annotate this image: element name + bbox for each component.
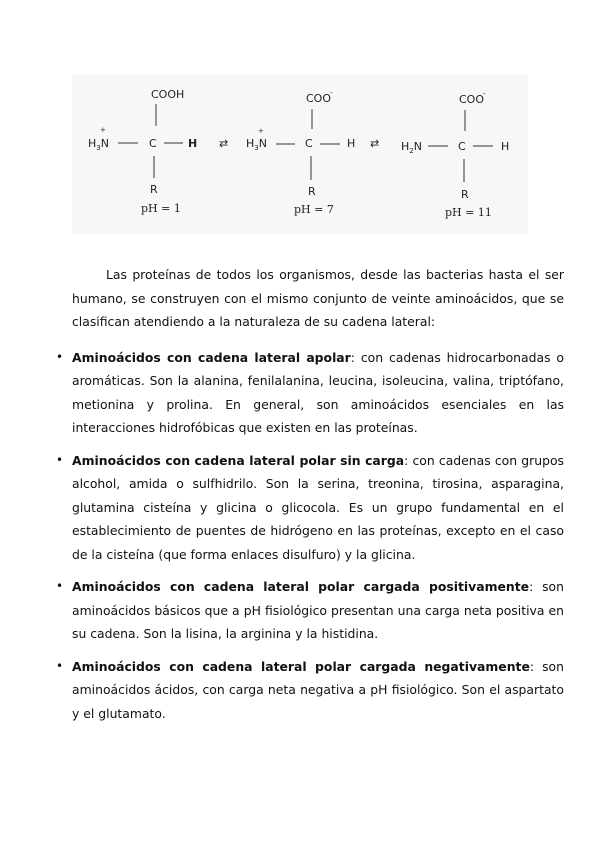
list-item-text: : son aminoácidos ácidos, con carga neta negativa a pH fisiológico. Son el aspartato y el glutamato. [72, 658, 564, 721]
bullet-icon: • [56, 579, 64, 593]
form-ph7 [246, 89, 355, 216]
list-item-text: : son aminoácidos básicos que a pH fisiológico presentan una carga neta positiva en su cadena. Son la lisina, la arginina y la histidina. [72, 579, 564, 641]
form1-central-atom: C [149, 137, 157, 150]
form2-amine-charge: + [258, 127, 264, 135]
list-item-title: Aminoácidos con cadena lateral polar sin carga [72, 452, 405, 468]
form3-amine: $H_2N$ [401, 140, 422, 155]
list-item-polar-positive [56, 575, 564, 646]
form3-top-group: COO [459, 93, 484, 106]
form3-side-chain: R [461, 188, 469, 201]
equilibrium-arrow-2: ⇄ [370, 137, 380, 150]
list-item-text: : con cadenas con grupos alcohol, amida o sulfhidrilo. Son la serina, treonina, tirosina, asparagina, glutamina cisteína y glicina o glicocola. Es un grupo fundamental en el establecimiento de puentes de hidrógeno en las proteínas, excepto en el caso de la cisteína (que forma enlaces disulfuro) y la glicina. [72, 452, 564, 562]
bullet-icon: • [56, 452, 64, 467]
list-item-title: Aminoácidos con cadena lateral apolar [72, 349, 351, 365]
form2-side-chain: R [308, 185, 316, 198]
form1-side-chain: R [150, 183, 158, 196]
form2-amine: $H_3N$ [246, 137, 267, 152]
form2-ph-label: pH = 7 [294, 203, 334, 216]
form2-top-group: COO [306, 92, 331, 105]
intro-paragraph [72, 263, 564, 334]
amino-acid-ionization-diagram [72, 74, 528, 234]
list-item-polar-uncharged [56, 449, 564, 567]
form-ph11 [401, 90, 509, 219]
amino-acid-class-list [56, 346, 564, 726]
list-item-apolar [56, 346, 564, 440]
form2-central-atom: C [305, 137, 313, 150]
equilibrium-arrow-1: ⇄ [219, 137, 229, 150]
ionization-svg [72, 74, 528, 234]
form1-amine: $H_3N$ [88, 137, 109, 152]
form2-top-charge: - [330, 89, 333, 97]
form1-ph-label: pH = 1 [141, 202, 181, 215]
form3-top-charge: - [483, 90, 486, 98]
form-ph1 [88, 88, 197, 215]
intro-text: Las proteínas de todos los organismos, desde las bacterias hasta el ser humano, se construyen con el mismo conjunto de veinte aminoácidos, que se clasifican atendiendo a la naturaleza de su cadena lateral: [72, 267, 564, 329]
bullet-icon: • [56, 349, 64, 364]
form1-hydrogen: H [188, 137, 198, 150]
list-item-text: : con cadenas hidrocarbonadas o aromáticas. Son la alanina, fenilalanina, leucina, isoleucina, valina, triptófano, metionina y prolina. En general, son aminoácidos esenciales en las interacciones hidrofóbicas que existen en las proteínas. [72, 349, 564, 435]
list-item-title: Aminoácidos con cadena lateral polar cargada negativamente [72, 658, 530, 674]
form1-top-group: COOH [151, 88, 185, 101]
form3-hydrogen: H [501, 140, 510, 153]
list-item-title: Aminoácidos con cadena lateral polar cargada positivamente [72, 579, 530, 594]
form3-central-atom: C [458, 140, 466, 153]
list-item-polar-negative [56, 655, 564, 726]
form1-amine-charge: + [100, 126, 106, 134]
form2-hydrogen: H [347, 137, 356, 150]
form3-ph-label: pH = 11 [445, 206, 492, 219]
bullet-icon: • [56, 658, 64, 673]
body-text [56, 263, 564, 734]
